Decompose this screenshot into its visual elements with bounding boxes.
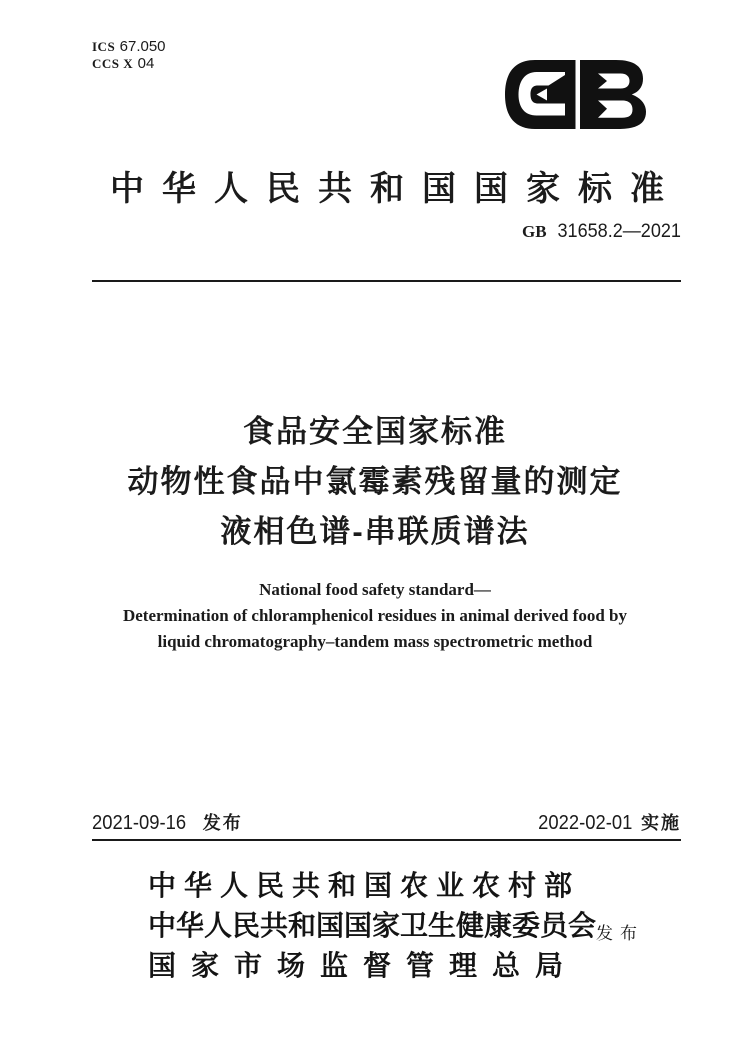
standard-number-value: 31658.2—2021 (557, 221, 681, 242)
title-cn-line3: 液相色谱-串联质谱法 (220, 514, 530, 549)
ics-label: ICS (92, 39, 116, 54)
implementation-date-group (530, 809, 681, 835)
national-standard-heading: 中华人民共和国国家标准 (110, 170, 682, 208)
title-en-line1: National food safety standard— (259, 580, 491, 599)
issue-date-group (92, 809, 243, 835)
ics-value: 67.050 (119, 38, 166, 55)
implementation-date: 2022-02-01 (538, 812, 633, 834)
implementation-date-label: 实施 (641, 813, 681, 833)
gb-standard-logo-icon (502, 56, 652, 133)
issue-date: 2021-09-16 (92, 812, 187, 834)
classification-codes (92, 38, 166, 72)
ics-code-line (92, 38, 166, 55)
ccs-code-line (92, 55, 166, 72)
issue-date-label: 发布 (202, 813, 243, 833)
standard-number-prefix: GB (522, 222, 547, 241)
dates-row (92, 809, 681, 835)
issuing-org-2: 中华人民共和国国家卫生健康委员会 (148, 911, 597, 942)
standard-title-chinese (0, 407, 750, 557)
standard-title-english (0, 577, 750, 655)
ccs-value: 04 (137, 55, 155, 72)
title-cn-line1: 食品安全国家标准 (243, 414, 507, 449)
title-en-line2: Determination of chloramphenicol residues in animal derived food by (122, 606, 627, 625)
title-en-line3: liquid chromatography–tandem mass spectrometric method (157, 632, 593, 651)
header-divider-rule (92, 280, 681, 282)
standard-number (92, 221, 681, 243)
dates-divider-rule (92, 839, 681, 841)
publish-label: 发布 (596, 924, 644, 943)
issuing-org-3: 国家市场监督管理总局 (148, 951, 579, 982)
issuing-org-1: 中华人民共和国农业农村部 (148, 871, 581, 902)
ccs-label: CCS X (92, 56, 134, 71)
title-cn-line2: 动物性食品中氯霉素残留量的测定 (127, 464, 623, 499)
